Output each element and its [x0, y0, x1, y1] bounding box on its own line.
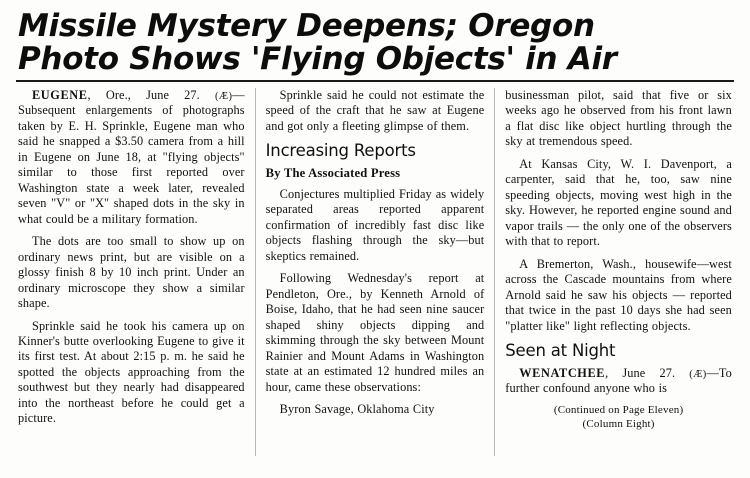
dateline-city: WENATCHEE: [519, 365, 606, 380]
ap-credit: (Æ): [215, 90, 233, 102]
article-column-1: [14, 88, 255, 456]
paragraph-text: —To further confound anyone who is: [505, 365, 732, 396]
article-column-3: [495, 88, 736, 456]
continued-note: [505, 404, 732, 432]
byline: By The Associated Press: [265, 165, 401, 180]
headline-divider: [16, 80, 734, 82]
paragraph: Following Wednesday's report at Pendleton, Ore., by Kenneth Arnold of Boise, Idaho, that he had seen nine saucer shaped shiny objects dipping and skimming through the sky between Mount Rainier and Mount Adams in Washington state at an estimated 12 hundred miles an hour, came these observations:: [265, 271, 485, 394]
paragraph-text: —Subsequent enlargements of photographs taken by E. H. Sprinkle, Eugene man who said he snapped a $3.50 camera from a hill in Eugene on June 18, at "flying objects" similar to those first reported over Washington state a week later, revealed seven "V" or "X" shaped dots in the sky in what could be a military formation.: [18, 87, 245, 226]
section-subhead-seen-at-night: Seen at Night: [505, 340, 616, 360]
ap-credit: (Æ): [689, 368, 707, 380]
section-subhead-increasing-reports: Increasing Reports: [265, 141, 416, 161]
paragraph: businessman pilot, said that five or six weeks ago he observed from his front lawn a flat disc like object hurtling through the sky at tremendous speed.: [505, 87, 732, 149]
paragraph: [505, 366, 732, 397]
paragraph: A Bremerton, Wash., housewife—west across the Cascade mountains from where Arnold said he saw his objects — reported that twice in the past 10 days she had seen "platter like" light reflecting objects.: [505, 256, 732, 333]
article-column-2: [255, 88, 496, 456]
paragraph: Byron Savage, Oklahoma City: [279, 402, 435, 417]
dateline-city: EUGENE: [32, 87, 88, 102]
paragraph: At Kansas City, W. I. Davenport, a carpenter, said that he, too, saw nine speeding objects, moving west high in the sky. However, he reported engine sound and vapor trails — the only one of the observers with that to report.: [505, 156, 732, 249]
headline-line-1: Missile Mystery Deepens; Oregon: [18, 8, 595, 44]
headline-line-2: Photo Shows 'Flying Objects' in Air: [18, 40, 617, 77]
dateline-rest: , June 27.: [605, 365, 676, 380]
dateline-rest: , Ore., June 27.: [87, 87, 200, 102]
paragraph: Conjectures multiplied Friday as widely separated areas reported apparent confirmation of incredibly fast disc like objects flashing through the sky—but skeptics remained.: [265, 186, 485, 263]
paragraph: The dots are too small to show up on ordinary news print, but are visible on a glossy finish 8 by 10 inch print. Under an ordinary microscope they show a similar shape.: [18, 234, 245, 311]
page-headline: [14, 10, 736, 76]
paragraph: [18, 88, 245, 227]
paragraph: Sprinkle said he took his camera up on Kinner's butte overlooking Eugene to give it its first test. At about 2:15 p. m. he said he spotted the objects approaching from the southwest but they nearly had disappeared into the northeast before he could get a picture.: [18, 318, 245, 426]
article-columns: [14, 88, 736, 456]
continued-line-1: (Continued on Page Eleven): [553, 403, 684, 416]
paragraph: Sprinkle said he could not estimate the speed of the craft that he saw at Eugene and got only a fleeting glimpse of them.: [265, 87, 485, 133]
continued-line-2: (Column Eight): [582, 417, 655, 430]
